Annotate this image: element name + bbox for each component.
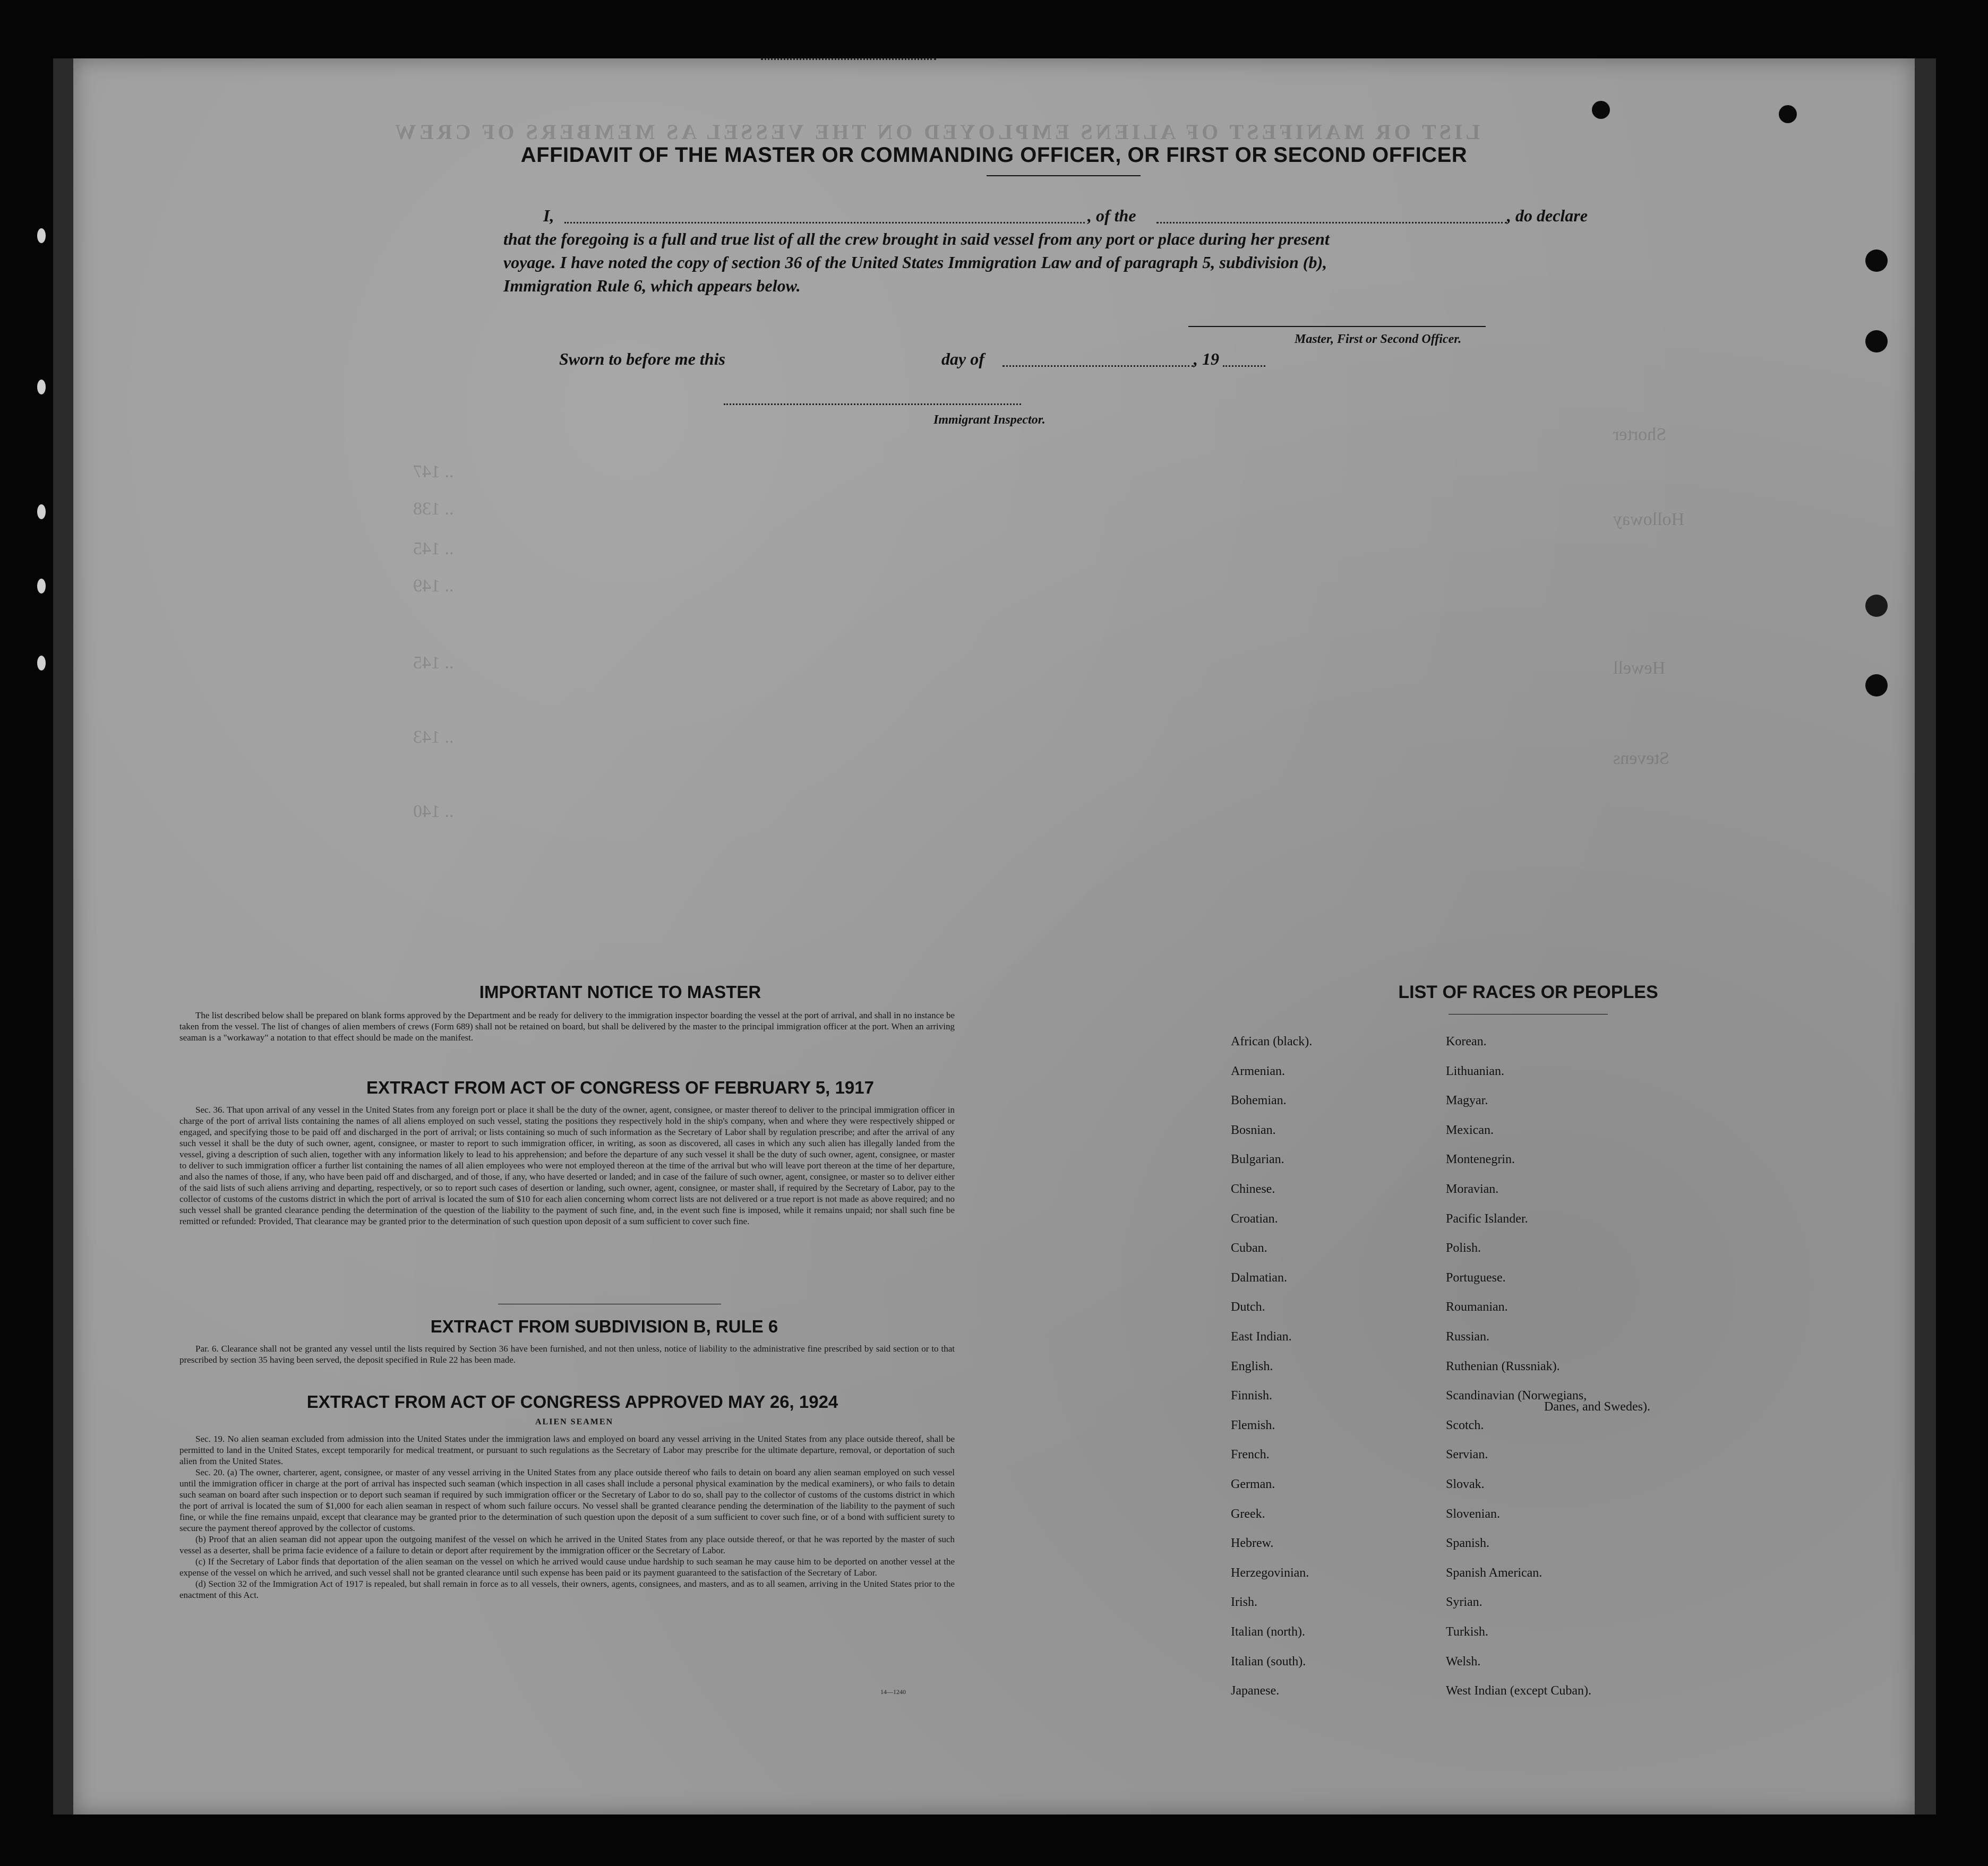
rule6-paragraph: Par. 6. Clearance shall not be granted any vessel until the lists required by Section 36 have been furnished, and not then unless, notice of liability to the administrative fine prescribed by said section or to that prescribed by section 35 having been served, the deposit specified in Rule 22 has been made. — [179, 1344, 955, 1365]
show-through-mark: .. 147 — [413, 462, 454, 481]
right-page-edge — [1915, 58, 1936, 1815]
vessel-blank[interactable] — [1156, 222, 1507, 223]
show-through-mark: .. 140 — [413, 802, 454, 821]
race-item: Montenegrin. — [1446, 1153, 1515, 1167]
race-item: Russian. — [1446, 1330, 1490, 1344]
inspector-label: Immigrant Inspector. — [933, 413, 1046, 427]
title-underline — [987, 175, 1141, 176]
notice-text — [179, 1010, 955, 1043]
binder-hole — [1865, 674, 1888, 696]
sworn-year: , 19 — [1194, 349, 1219, 368]
sec-20d-paragraph: (d) Section 32 of the Immigration Act of 1917 is repealed, but shall remain in force as to all vessels, their owners, agents, consignees, and masters, and as to all seamen, arriving in the United States prior to the enactment of this Act. — [179, 1579, 955, 1600]
sworn-day-blank[interactable] — [761, 58, 936, 60]
race-item: Servian. — [1446, 1448, 1488, 1462]
section-36-paragraph: Sec. 36. That upon arrival of any vessel in the United States from any foreign port or place it shall be the duty of the owner, agent, consignee, or master thereof to deliver to the principal immigration officer in charge of the port of arrival lists containing the names of all aliens employed on such vessel, stating the positions they respectively hold in the ship's company, when and where they were respectively shipped or engaged, and specifying those to be paid off and discharged in the port of arrival; or lists containing so much of such information as the Secretary of Labor shall by regulation prescribe; and after the arrival of any such vessel it shall be the duty of such owner, agent, consignee, or master to report to such immigration officer, in writing, as soon as discovered, all cases in which any such alien has illegally landed from the vessel, giving a description of such alien, together with any information likely to lead to his apprehension; and before the departure of any such vessel it shall be the duty of such owner, agent, consignee, or master to deliver to such immigration officer a further list containing the names of all alien employees who were not employed thereon at the time of the arrival but who will leave port thereon at the time of her departure, and also the names of those, if any, who have been paid off and discharged, and of those, if any, who have deserted or landed; and in case of the failure of such owner, agent, consignee, or master so to deliver either of the said lists of such aliens arriving and departing, respectively, or so to report such cases of desertion or landing, such owner, agent, consignee, or master shall, if required by the Secretary of Labor, pay to the collector of customs of the customs district in which the port of arrival is located the sum of $10 for each alien concerning whom correct lists are not delivered or a true report is not made as above required; and no such vessel shall be granted clearance pending the determination of the question of the liability to the payment of such fine, and, in the event such fine is imposed, while it remains unpaid; nor shall such fine be remitted or refunded: Provided, That clearance may be granted prior to the determination of such question upon deposit of a sum sufficient to cover such fine. — [179, 1105, 955, 1226]
rule6-heading: EXTRACT FROM SUBDIVISION B, RULE 6 — [430, 1317, 778, 1336]
race-item: Finnish. — [1231, 1389, 1273, 1403]
race-item: Lithuanian. — [1446, 1064, 1504, 1078]
affidavit-line-4: Immigration Rule 6, which appears below. — [503, 276, 801, 295]
race-item: Irish. — [1231, 1595, 1257, 1610]
signature-label: Master, First or Second Officer. — [1295, 332, 1462, 346]
race-item: Scotch. — [1446, 1418, 1484, 1432]
race-item: Turkish. — [1446, 1625, 1488, 1639]
race-item: Armenian. — [1231, 1064, 1285, 1078]
affidavit-of-the: , of the — [1087, 206, 1136, 225]
sec-20a-paragraph: Sec. 20. (a) The owner, charterer, agent, consignee, or master of any vessel arriving in the United States from any place outside thereof who fails to detain on board any alien seaman employed on such vessel until the immigration officer in charge at the port of arrival has inspected such seaman (which inspection in all cases shall include a personal physical examination by the medical examiners), or who fails to detain such seaman on board after such inspection or to deport such seaman if required by such immigration officer or the Secretary of Labor to do so, shall pay to the collector of customs of the customs district in which the port of arrival is located the sum of $1,000 for each alien seaman in respect of whom such failure occurs. No vessel shall be granted clearance pending the determination of the liability to the payment of such fine, or while the fine remains unpaid, except that clearance may be granted prior to the determination of such question upon the deposit of a sum sufficient to cover such fine, or of a bond with sufficient surety to secure the payment thereof approved by the collector of customs. — [179, 1467, 955, 1533]
show-through-mark: Hewell — [1613, 658, 1666, 678]
race-item: East Indian. — [1231, 1330, 1292, 1344]
race-item: French. — [1231, 1448, 1270, 1462]
race-item: Italian (north). — [1231, 1625, 1305, 1639]
affidavit-do-declare: , do declare — [1507, 206, 1588, 225]
margin-mark — [37, 380, 46, 394]
name-blank[interactable] — [564, 222, 1085, 223]
race-item: Ruthenian (Russniak). — [1446, 1359, 1560, 1373]
extract-1924-heading: EXTRACT FROM ACT OF CONGRESS APPROVED MAY 26, 1924 — [306, 1392, 838, 1412]
extract-1917-text — [179, 1104, 955, 1227]
show-through-mark: .. 143 — [413, 727, 454, 747]
race-item: Roumanian. — [1446, 1300, 1508, 1314]
show-through-mark: .. 145 — [413, 539, 454, 558]
binder-hole — [1592, 101, 1610, 119]
races-heading: LIST OF RACES OR PEOPLES — [1398, 982, 1658, 1002]
race-item: Italian (south). — [1231, 1654, 1306, 1669]
show-through-mark: Stevens — [1613, 749, 1669, 768]
race-item: Herzegovinian. — [1231, 1566, 1309, 1580]
affidavit-title: AFFIDAVIT OF THE MASTER OR COMMANDING OFFICER, OR FIRST OR SECOND OFFICER — [520, 143, 1468, 167]
sec-20b-paragraph: (b) Proof that an alien seaman did not appear upon the outgoing manifest of the vessel on which he arrived in the United States from any place outside thereof, or that he was reported by the master of such vessel as a deserter, shall be prima facie evidence of a failure to detain or deport after requirement by the immigration officer or the Secretary of Labor. — [179, 1534, 955, 1555]
race-item: Pacific Islander. — [1446, 1211, 1528, 1226]
sworn-day-of: day of — [941, 349, 984, 368]
document-page — [73, 58, 1915, 1815]
race-item: West Indian (except Cuban). — [1446, 1684, 1591, 1698]
form-number: 14—1240 — [880, 1688, 906, 1696]
race-item: Flemish. — [1231, 1418, 1275, 1432]
affidavit-i: I, — [543, 206, 554, 225]
left-page-edge — [53, 58, 74, 1815]
race-item: Syrian. — [1446, 1595, 1483, 1610]
race-item: Bosnian. — [1231, 1123, 1276, 1137]
rule6-text — [179, 1343, 955, 1365]
margin-mark — [37, 656, 46, 670]
notice-heading: IMPORTANT NOTICE TO MASTER — [479, 982, 761, 1002]
race-item: Mexican. — [1446, 1123, 1494, 1137]
race-item: African (black). — [1231, 1035, 1313, 1048]
sec-20c-paragraph: (c) If the Secretary of Labor finds that deportation of the alien seaman on the vessel on which he arrived would cause undue hardship to such seaman he may cause him to be deported on another vessel at the expense of the vessel on which he arrived, and such vessel shall not be granted clearance until such expense has been paid or its payment guaranteed to the satisfaction of the Secretary of Labor. — [179, 1557, 955, 1578]
race-item: Portuguese. — [1446, 1270, 1506, 1285]
show-through-mark: .. 149 — [413, 576, 454, 596]
sworn-year-blank[interactable] — [1223, 365, 1265, 367]
race-item: Polish. — [1446, 1241, 1481, 1256]
affidavit-line-2: that the foregoing is a full and true list of all the crew brought in said vessel from any port or place during her present — [503, 229, 1330, 248]
sec-19-paragraph: Sec. 19. No alien seaman excluded from admission into the United States under the immigration laws and employed on board any vessel arriving in the United States from any place outside thereof, shall be permitted to land in the United States, except temporarily for medical treatment, or pursuant to such regulations as the Secretary of Labor may prescribe for the ultimate departure, removal, or deportation of such alien from the United States. — [179, 1434, 955, 1466]
margin-mark — [37, 504, 46, 519]
race-item: Cuban. — [1231, 1241, 1267, 1256]
race-item: Welsh. — [1446, 1654, 1481, 1669]
race-item: Dalmatian. — [1231, 1270, 1287, 1285]
extract-1917-heading: EXTRACT FROM ACT OF CONGRESS OF FEBRUARY 5, 1917 — [366, 1078, 874, 1097]
race-item: Hebrew. — [1231, 1536, 1274, 1551]
race-item: Magyar. — [1446, 1094, 1488, 1108]
race-item: Chinese. — [1231, 1182, 1275, 1196]
show-through-mark: Holloway — [1613, 510, 1685, 529]
race-scandinavian-line2: Danes, and Swedes). — [1544, 1400, 1650, 1414]
race-item: Greek. — [1231, 1507, 1265, 1521]
race-item: Spanish. — [1446, 1536, 1490, 1551]
alien-seamen-subheading: ALIEN SEAMEN — [535, 1417, 614, 1426]
race-item: Slovak. — [1446, 1477, 1485, 1491]
race-item: Croatian. — [1231, 1211, 1278, 1226]
race-item: Dutch. — [1231, 1300, 1265, 1314]
sworn-month-blank[interactable] — [1002, 365, 1194, 367]
show-through-heading: LIST OR MANIFEST OF ALIENS EMPLOYED ON THE VESSEL AS MEMBERS OF CREW — [392, 120, 1480, 144]
show-through-mark: .. 138 — [413, 499, 454, 519]
race-item: English. — [1231, 1359, 1273, 1373]
race-item: Bohemian. — [1231, 1094, 1287, 1108]
inspector-line[interactable] — [724, 403, 1021, 405]
race-item: Bulgarian. — [1231, 1153, 1284, 1167]
signature-line[interactable] — [1188, 326, 1486, 327]
notice-paragraph: The list described below shall be prepared on blank forms approved by the Department and be ready for delivery to the immigration inspector boarding the vessel at the port of arrival, and shall in no instance be taken from the vessel. The list of changes of alien members of crews (Form 689) shall not be retained on board, but shall be delivered by the master to the principal immigration officer at the port. When an arriving seaman is a "workaway" a notation to that effect should be made on the manifest. — [179, 1010, 955, 1043]
race-item: Japanese. — [1231, 1684, 1280, 1698]
binder-hole — [1865, 250, 1888, 272]
binder-hole — [1865, 330, 1888, 352]
extract-1924-text — [179, 1433, 955, 1601]
race-item: German. — [1231, 1477, 1275, 1491]
show-through-mark: Shorter — [1613, 425, 1667, 444]
race-item: Moravian. — [1446, 1182, 1499, 1196]
race-item: Scandinavian (Norwegians, — [1446, 1389, 1587, 1403]
affidavit-line-3: voyage. I have noted the copy of section 36 of the United States Immigration Law and of paragraph 5, subdivision (b), — [503, 253, 1327, 272]
binder-hole — [1865, 595, 1888, 617]
margin-mark — [37, 228, 46, 243]
race-item: Spanish American. — [1446, 1566, 1543, 1580]
binder-hole — [1779, 105, 1797, 123]
sworn-label: Sworn to before me this — [559, 349, 725, 368]
race-item: Slovenian. — [1446, 1507, 1500, 1521]
show-through-mark: .. 145 — [413, 653, 454, 673]
margin-mark — [37, 579, 46, 594]
race-item: Korean. — [1446, 1035, 1487, 1048]
